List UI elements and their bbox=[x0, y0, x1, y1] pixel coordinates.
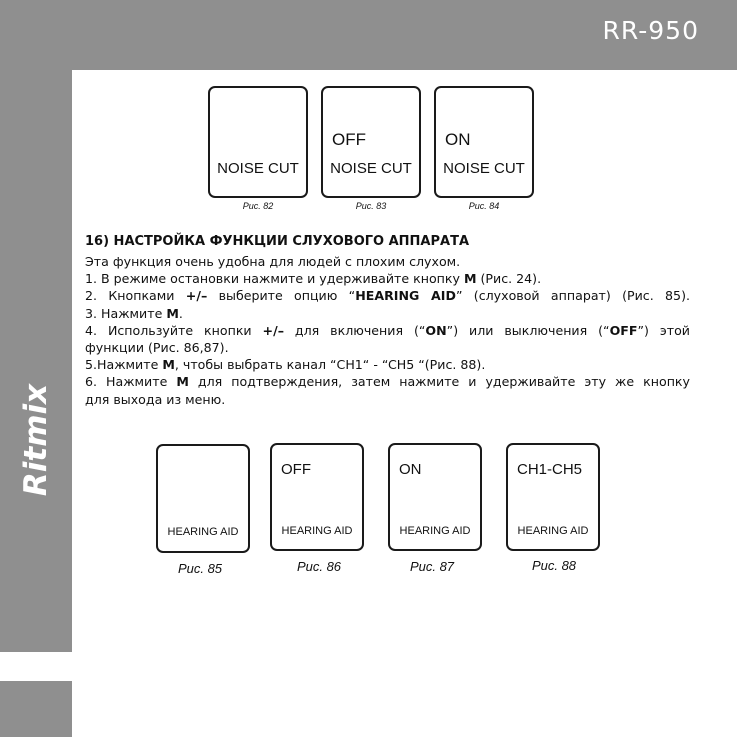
step-4-cont: функции (Рис. 86,87). bbox=[85, 340, 229, 356]
figure-83-screen bbox=[321, 86, 421, 198]
step-3: 3. Нажмите M. bbox=[85, 305, 183, 321]
screen-label: HEARING AID bbox=[399, 525, 471, 537]
screen-label: NOISE CUT bbox=[217, 160, 299, 177]
screen-label: NOISE CUT bbox=[443, 160, 525, 177]
screen-label: HEARING AID bbox=[281, 525, 353, 537]
section-heading: 16) НАСТРОЙКА ФУНКЦИИ СЛУХОВОГО АППАРАТА bbox=[85, 234, 470, 249]
screen-label: HEARING AID bbox=[517, 525, 589, 537]
step-5: 5.Нажмите M, чтобы выбрать канал “CH1“ - “CH5 “(Рис. 88). bbox=[85, 357, 486, 373]
screen-state: CH1-CH5 bbox=[517, 461, 583, 478]
screen-state: ON bbox=[399, 461, 422, 478]
intro-line: Эта функция очень удобна для людей с плохим слухом. bbox=[85, 254, 461, 269]
screen-label: NOISE CUT bbox=[330, 160, 412, 177]
screen-state: OFF bbox=[281, 461, 311, 478]
step-2: 2. Кнопками +/– выберите опцию “HEARING AID” (слуховой аппарат) (Рис. 85). bbox=[85, 288, 690, 304]
sidebar bbox=[0, 70, 72, 652]
figure-83-caption: Рис. 83 bbox=[355, 201, 387, 211]
brand-logo: Ritmix bbox=[18, 383, 54, 497]
section-body bbox=[85, 253, 690, 408]
figure-86-screen bbox=[270, 443, 364, 551]
figure-88-caption: Рис. 88 bbox=[531, 558, 577, 573]
figure-85-caption: Рис. 85 bbox=[177, 561, 223, 576]
step-6: 6. Нажмите M для подтверждения, затем нажмите и удерживайте эту же кнопку bbox=[85, 374, 690, 390]
figure-87-screen bbox=[388, 443, 482, 551]
model-name: RR-950 bbox=[602, 16, 699, 45]
sidebar-bottom bbox=[0, 681, 72, 737]
figure-85-screen bbox=[156, 444, 250, 553]
screen-label: HEARING AID bbox=[167, 526, 239, 538]
figure-84-screen bbox=[434, 86, 534, 198]
step-6-cont: для выхода из меню. bbox=[85, 391, 226, 407]
figure-82-screen bbox=[208, 86, 308, 198]
screen-state: ON bbox=[445, 130, 471, 149]
figure-84-caption: Рис. 84 bbox=[468, 201, 500, 211]
figure-87-caption: Рис. 87 bbox=[409, 559, 455, 574]
figure-82-caption: Рис. 82 bbox=[242, 201, 274, 211]
figure-86-caption: Рис. 86 bbox=[296, 559, 342, 574]
header-bar bbox=[0, 0, 737, 70]
screen-state: OFF bbox=[332, 130, 366, 149]
step-4: 4. Используйте кнопки +/– для включения (“ON”) или выключения (“OFF”) этой bbox=[85, 322, 690, 338]
step-1: 1. В режиме остановки нажмите и удерживайте кнопку M (Рис. 24). bbox=[85, 271, 542, 287]
figure-88-screen bbox=[506, 443, 600, 551]
